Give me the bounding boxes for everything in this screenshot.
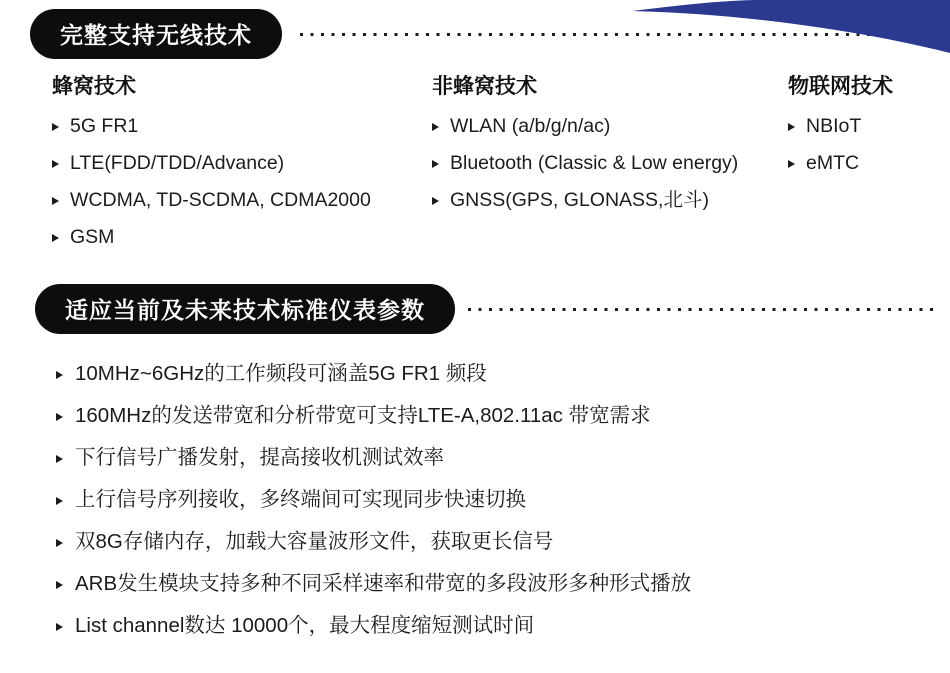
triangle-bullet-icon <box>432 197 439 205</box>
triangle-bullet-icon <box>52 160 59 168</box>
feature-item-label: ARB发生模块支持多种不同采样速率和带宽的多段波形多种形式播放 <box>75 572 692 595</box>
feature-item-label: 上行信号序列接收，多终端间可实现同步快速切换 <box>75 488 526 511</box>
dotted-leader-line-2 <box>468 308 940 311</box>
triangle-bullet-icon <box>56 539 63 547</box>
feature-item <box>56 612 691 640</box>
feature-item <box>56 486 691 514</box>
list-item <box>52 187 371 213</box>
list-item-label: eMTC <box>806 152 860 174</box>
list-item <box>52 113 371 139</box>
triangle-bullet-icon <box>432 160 439 168</box>
column-non-cellular-header: 非蜂窝技术 <box>432 75 537 98</box>
column-iot-header: 物联网技术 <box>788 75 893 98</box>
section2-banner <box>35 284 455 334</box>
feature-item <box>56 570 691 598</box>
column-iot <box>788 74 893 187</box>
list-item <box>432 113 738 139</box>
triangle-bullet-icon <box>56 371 63 379</box>
feature-item-label: 10MHz~6GHz的工作频段可涵盖5G FR1 频段 <box>75 362 487 385</box>
feature-list <box>56 360 691 654</box>
list-item-label: WLAN (a/b/g/n/ac) <box>450 115 611 137</box>
triangle-bullet-icon <box>56 623 63 631</box>
list-item <box>52 224 371 250</box>
list-item <box>432 150 738 176</box>
section1-banner <box>30 9 282 59</box>
triangle-bullet-icon <box>432 123 439 131</box>
list-item <box>432 187 738 213</box>
feature-item <box>56 360 691 388</box>
feature-item-label: 160MHz的发送带宽和分析带宽可支持LTE-A,802.11ac 带宽需求 <box>75 404 651 427</box>
section2-banner-label: 适应当前及未来技术标准仪表参数 <box>65 296 425 323</box>
column-cellular <box>52 74 371 261</box>
triangle-bullet-icon <box>56 413 63 421</box>
triangle-bullet-icon <box>52 234 59 242</box>
triangle-bullet-icon <box>56 581 63 589</box>
triangle-bullet-icon <box>788 123 795 131</box>
list-item-label: NBIoT <box>806 115 862 137</box>
feature-item-label: 下行信号广播发射，提高接收机测试效率 <box>75 446 444 469</box>
list-item-label: GSM <box>70 226 115 248</box>
dotted-leader-line-1 <box>300 33 942 36</box>
section1-banner-label: 完整支持无线技术 <box>60 21 252 48</box>
list-item-label: 5G FR1 <box>70 115 139 137</box>
list-item <box>788 113 893 139</box>
column-cellular-header: 蜂窝技术 <box>52 75 136 98</box>
list-item-label: WCDMA, TD-SCDMA, CDMA2000 <box>70 189 371 211</box>
feature-item <box>56 444 691 472</box>
list-item-label: LTE(FDD/TDD/Advance) <box>70 152 285 174</box>
feature-item-label: List channel数达 10000个，最大程度缩短测试时间 <box>75 614 535 637</box>
feature-item <box>56 528 691 556</box>
column-non-cellular <box>432 74 738 224</box>
feature-item-label: 双8G存储内存，加载大容量波形文件，获取更长信号 <box>75 530 554 553</box>
triangle-bullet-icon <box>788 160 795 168</box>
feature-item <box>56 402 691 430</box>
list-item-label: Bluetooth (Classic & Low energy) <box>450 152 739 174</box>
list-item <box>52 150 371 176</box>
triangle-bullet-icon <box>52 123 59 131</box>
list-item-label: GNSS(GPS, GLONASS,北斗) <box>450 189 709 211</box>
triangle-bullet-icon <box>52 197 59 205</box>
list-item <box>788 150 893 176</box>
triangle-bullet-icon <box>56 455 63 463</box>
triangle-bullet-icon <box>56 497 63 505</box>
